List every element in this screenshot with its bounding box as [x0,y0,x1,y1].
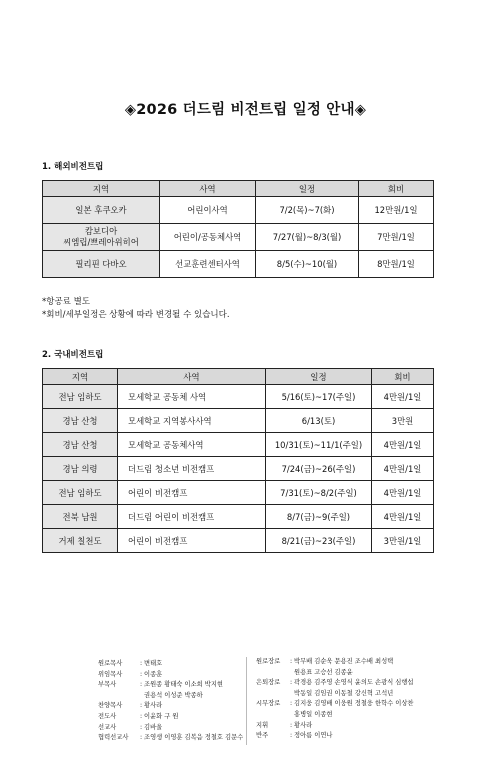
staff-role: 찬양목사 [98,702,123,710]
staff-row [256,689,414,700]
staff-row: 원로목사 : 변태호 [98,659,243,670]
region-cell: 경남 산청 [43,409,118,433]
fee-cell: 4만원/1일 [372,457,434,481]
table-header-row [43,181,434,197]
staff-role: 위임목사 [98,670,123,678]
note-line: *회비/세부일정은 상황에 따라 변경될 수 있습니다. [42,310,230,320]
schedule-cell: 10/31(토)~11/1(주일) [266,433,372,457]
fee-cell: 7만원/1일 [359,224,434,251]
ministry-cell: 어린이 비전캠프 [118,481,266,505]
table-row [43,457,434,481]
column-divider [246,657,247,745]
staff-names: 곽경용 김주영 손영식 윤의도 손광식 심행섭 [294,679,414,687]
schedule-cell: 7/27(월)~8/3(월) [256,224,359,251]
ministry-cell: 더드림 어린이 비전캠프 [118,505,266,529]
schedule-cell: 8/21(금)~23(주일) [266,529,372,553]
column-header: 지역 [43,181,160,197]
staff-names: 정아름 이연나 [294,732,333,740]
region-cell: 필리핀 다바오 [43,251,160,278]
region-cell: 거제 칠천도 [43,529,118,553]
staff-names: 이종훈 [144,670,163,678]
region-cell: 전남 임하도 [43,385,118,409]
staff-role: 원로장로 [256,658,281,665]
overseas-schedule-table [42,180,434,278]
staff-row [256,710,414,721]
table-row [43,505,434,529]
staff-row: 전도사 : 이윤화 구 원 [98,712,243,723]
staff-role: 반주 [256,732,269,740]
column-header: 사역 [160,181,256,197]
table-row [43,197,434,224]
column-header: 일정 [266,369,372,385]
region-cell: 전북 남원 [43,505,118,529]
region-line: 씨엠립/쁘레아위히어 [63,237,139,247]
staff-names: 박동일 김임권 이동철 강신혁 고석년 [294,689,394,697]
table-header-row [43,369,434,385]
staff-row [256,668,414,679]
table-row [43,433,434,457]
fee-cell: 3만원 [372,409,434,433]
ministry-cell: 어린이/공동체사역 [160,224,256,251]
staff-role: 은퇴장로 [256,679,281,687]
staff-role: 원로목사 [98,660,123,667]
schedule-cell: 7/2(목)~7(화) [256,197,359,224]
ministry-cell: 어린이사역 [160,197,256,224]
staff-names: 이윤화 구 원 [144,712,179,720]
fee-cell: 3만원/1일 [372,529,434,553]
staff-list-left [98,659,243,744]
schedule-cell: 6/13(토) [266,409,372,433]
staff-row: 원로장로 : 박무배 김순욱 문용진 조수배 최성택 [256,657,414,668]
staff-names: 황사라 [144,702,163,710]
staff-row: 찬양목사 : 황사라 [98,701,243,712]
ministry-cell: 어린이 비전캠프 [118,529,266,553]
column-header: 회비 [359,181,434,197]
column-header: 일정 [256,181,359,197]
region-cell: 일본 후쿠오카 [43,197,160,224]
table-row [43,409,434,433]
schedule-cell: 8/5(수)~10(월) [256,251,359,278]
region-line: 캄보디아 [84,226,118,236]
staff-names: 조원종 황태숙 이소희 박지현 [144,681,223,689]
staff-role: 부목사 [98,681,117,689]
table-row [43,481,434,505]
region-cell [43,224,160,251]
staff-role: 선교사 [98,723,117,731]
ministry-cell: 더드림 청소년 비전캠프 [118,457,266,481]
region-cell: 전남 임하도 [43,481,118,505]
ministry-cell: 모세학교 지역봉사사역 [118,409,266,433]
schedule-cell: 8/7(금)~9(주일) [266,505,372,529]
ministry-cell: 모세학교 공동체사역 [118,433,266,457]
note-line: *항공료 별도 [42,297,91,307]
staff-row: 지휘 : 황사라 [256,721,414,732]
column-header: 사역 [118,369,266,385]
schedule-cell: 7/31(토)~8/2(주일) [266,481,372,505]
staff-row: 시무장로 : 김지웅 김영배 이웅원 정철웅 한학수 이상찬 [256,699,414,710]
ministry-cell: 선교훈련센터사역 [160,251,256,278]
fee-cell: 4만원/1일 [372,385,434,409]
staff-row: 반주 : 정아름 이연나 [256,731,414,742]
staff-role: 지휘 [256,721,269,729]
fee-cell: 4만원/1일 [372,481,434,505]
staff-row: 위임목사 : 이종훈 [98,670,243,681]
staff-row: 부목사 : 조원종 황태숙 이소희 박지현 [98,680,243,691]
schedule-cell: 7/24(금)~26(주일) [266,457,372,481]
staff-names: 변태호 [144,660,163,667]
staff-role: 협력선교사 [98,734,129,742]
column-header: 회비 [372,369,434,385]
staff-names: 김지웅 김영배 이웅원 정철웅 한학수 이상찬 [294,700,414,708]
table-row [43,251,434,278]
column-header: 지역 [43,369,118,385]
staff-names: 김바울 [144,723,163,731]
staff-names: 홍병일 이종현 [294,710,333,718]
staff-names: 황사라 [294,721,313,729]
fee-cell: 4만원/1일 [372,433,434,457]
table-row [43,224,434,251]
staff-list-right [256,657,414,742]
staff-names: 권용석 이성준 박종하 [144,691,203,699]
region-cell: 경남 의령 [43,457,118,481]
staff-names: 조영생 이영훈 김복음 정철호 김문수 [144,734,244,742]
staff-row [98,691,243,702]
staff-row: 협력선교사 : 조영생 이영훈 김복음 정철호 김문수 [98,733,243,744]
staff-names: 박무배 김순욱 문용진 조수배 최성택 [294,658,394,665]
domestic-schedule-table [42,368,434,553]
staff-role: 전도사 [98,712,117,720]
table-row [43,385,434,409]
fee-cell: 12만원/1일 [359,197,434,224]
staff-row: 은퇴장로 : 곽경용 김주영 손영식 윤의도 손광식 심행섭 [256,678,414,689]
region-cell: 경남 산청 [43,433,118,457]
overseas-heading: 1. 해외비전트립 [42,162,104,172]
staff-role: 시무장로 [256,700,281,708]
notes [42,296,230,322]
page-title: ◈2026 더드림 비전트립 일정 안내◈ [124,102,367,118]
schedule-cell: 5/16(토)~17(주일) [266,385,372,409]
table-row [43,529,434,553]
ministry-cell: 모세학교 공동체 사역 [118,385,266,409]
staff-names: 원용표 고승선 김종윤 [294,668,353,676]
domestic-heading: 2. 국내비전트립 [42,350,104,360]
fee-cell: 8만원/1일 [359,251,434,278]
staff-row: 선교사 : 김바울 [98,723,243,734]
fee-cell: 4만원/1일 [372,505,434,529]
